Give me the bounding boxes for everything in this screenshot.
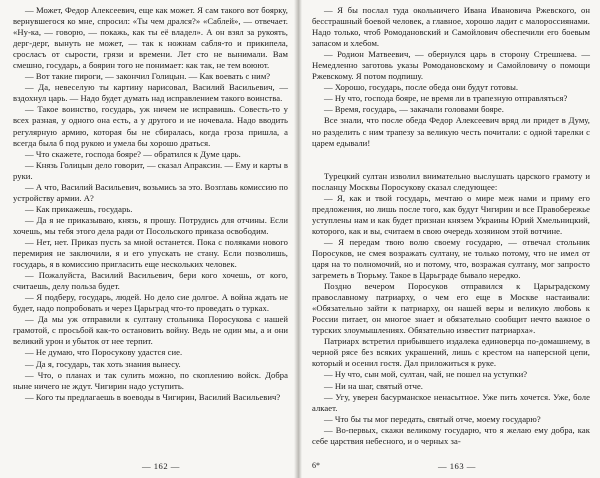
paragraph: — Я передам твою волю своему государю, — отвечал стольник Поросуков, не смея возражать султану, не только потому, что не имел от царя на то полномочий, но и потому, что, возражая султану, мог запросто загреметь в Тюрьму. Такое в Царьграде бывало нередко. [312,236,590,281]
paragraph: — Может, Федор Алексеевич, еще как может. Я сам такого вот боярку, вернувшегося ко мне, спросил: «Ты чем дрался?» «Саблей», — отвечает. «Ну-ка, — говорю, — покажь, как ты её владел». А он взял за рукоять, дерг-дерг, вынуть не может, — так к ножнам сабля-то и прикипела, сросласъ от сырости, грязи и времени. Лет сто не вынимали. Вам смешно, государь, а боярин того не понимает: как так, не тем воюют. [13,5,288,71]
paragraph: — Во-первых, скажи великому государю, что я желаю ему добра, как себе царствия небесного, и о черных за- [312,424,590,446]
paragraph: Все знали, что после обеда Федор Алексеевич вряд ли придет в Думу, но разделить с ним трапезу за великую честь почитали: с одной тарелки с царем едывали! [312,115,590,148]
paragraph: — Да я, государь, так хоть знания вынесу. [25,358,181,369]
paragraph: — Что бы ты мог передать, святый отче, моему государю? [324,413,541,424]
paragraph: — Что скажете, господа бояре? — обратился к Думе царь. [25,148,241,159]
right-page-text-continued [312,171,590,447]
paragraph: — Да мы уж отправили к султану стольника Поросукова с нашей грамотой, с просьбой как-то остановить войну. Ведь не один мы, а и они великий урон и убыток от нее терпит. [13,314,288,347]
paragraph: — Что, о планах и так сулить можно, по скоплению войск. Добра ныне ничего не ждут. Чигирин надо уступить. [13,369,288,391]
right-page-text [312,5,590,149]
left-page [0,0,296,478]
paragraph: — Нет, нет. Приказ пусть за мной останется. Пока с поляками нового перемирия не заключили, я и его упускать не стану. Если позволишь, государь, я в комиссию пригласить еще нескольких человек. [13,236,288,270]
paragraph: — Время, государь, — закачали головами бояре. [324,104,504,115]
left-page-text [13,5,288,403]
paragraph: — Не думаю, что Поросукову удастся сие. [25,347,183,358]
paragraph: — Пожалуйста, Василий Васильевич, бери кого хочешь, от кого, считаешь, делу польза будет. [13,270,288,292]
paragraph: — Я бы послал туда окольничего Ивана Ивановича Ржевского, он бесстрашный боевой человек, а главное, хорошо ладит с малороссиянами. Надо только, чтоб Ромодановский и Самойлович обеспечили его боевым запасом и хлебом. [312,5,590,49]
paragraph: — Ну что, господа бояре, не время ли в трапезную отправляться? [324,93,568,104]
paragraph: — Да я не приказываю, князь, я прошу. Потрудись для отчины. Если хочешь, мы тебя этого дела ради от Посольского приказа освободим. [13,214,288,236]
right-page-number: — 163 — [438,461,476,471]
paragraph: — Родион Матвеевич, — обернулся царь в сторону Стрешнева. — Немедленно заготовь указы Ромодановскому и Самойловичу о помощи Ржевскому. Я потом подпишу. [312,49,590,82]
paragraph: — А что, Василий Васильевич, возьмись за это. Возглавь комиссию по устройству армии. А? [13,181,288,203]
paragraph: — Ни на шаг, святый отче. [324,380,424,391]
paragraph: — Вот такие пироги, — закончил Голицын. — Как воевать с ним? [25,71,271,82]
section-break [312,149,590,171]
paragraph: — Хорошо, государь, после обеда они будут готовы. [324,82,519,93]
paragraph: — Такое воинство, государь, уж ничем не исправишь. Совесть-то у всех разная, у одного она есть, а у другого и не ночевала. Надо вводить регулярную армию, которая бы не сбиралась, когда гроза пришла, а всегда была б под рукою и умела бы хорошо драться. [13,104,288,148]
paragraph: Патриарх встретил прибывшего издалека единоверца по-домашнему, в черной рясе без всяких украшений, лишь с крестом на наперсной цепи, который и осенил гостя. Дал приложиться к руке. [312,336,590,369]
paragraph: — Я подберу, государь, людей. Но дело сие долгое. А война ждать не будет, надо попробовать и через Царьград что-то проведать о турках. [13,292,288,314]
left-page-number: — 162 — [142,461,180,471]
signature-mark: 6* [312,461,320,470]
paragraph: — Да, невеселую ты картину нарисовал, Василий Васильевич, — вздохнул царь. — Надо будет думать над исправлением такого воинства. [13,82,288,104]
paragraph: Поздно вечером Поросуков отправился к Царьградскому православному патриарху, о чем его еще в Москве настаивали: «Обязательно зайти к патриарху, он нашей веры и великую любовь к России питает, он многое знает и обязательно сообщит нечто важное о турских злоумышлениях. Обязательно известит патриарха». [312,281,590,336]
paragraph: — Князь Голицын дело говорит, — сказал Апраксин. — Ему и карты в руки. [13,159,288,181]
paragraph: — Как прикажешь, государь. [25,203,133,214]
right-page [300,0,600,478]
paragraph: — Ну что, сын мой, султан, чай, не пошел на уступки? [324,369,528,380]
paragraph: — Я, как и твой государь, мечтаю о мире меж нами и приму его предложения, но лишь после того, как будут Чигирин и все Правобережье уступлены нам и как будет признан князем Украины Юрий Хмельницкий, которого, как и вы, считаем в свою очередь хозяином этой вотчине. [312,192,590,236]
paragraph: — Кого ты предлагаешь в воеводы в Чигирин, Василий Васильевич? [25,391,281,402]
paragraph: — Угу, уверен басурманское ненасытное. Уже пить хочется. Уже, боле алкает. [312,391,590,413]
paragraph: Турецкий султан изволил внимательно выслушать царского грамоту и посланцу Москвы Поросукову сказал следующее: [312,170,590,192]
